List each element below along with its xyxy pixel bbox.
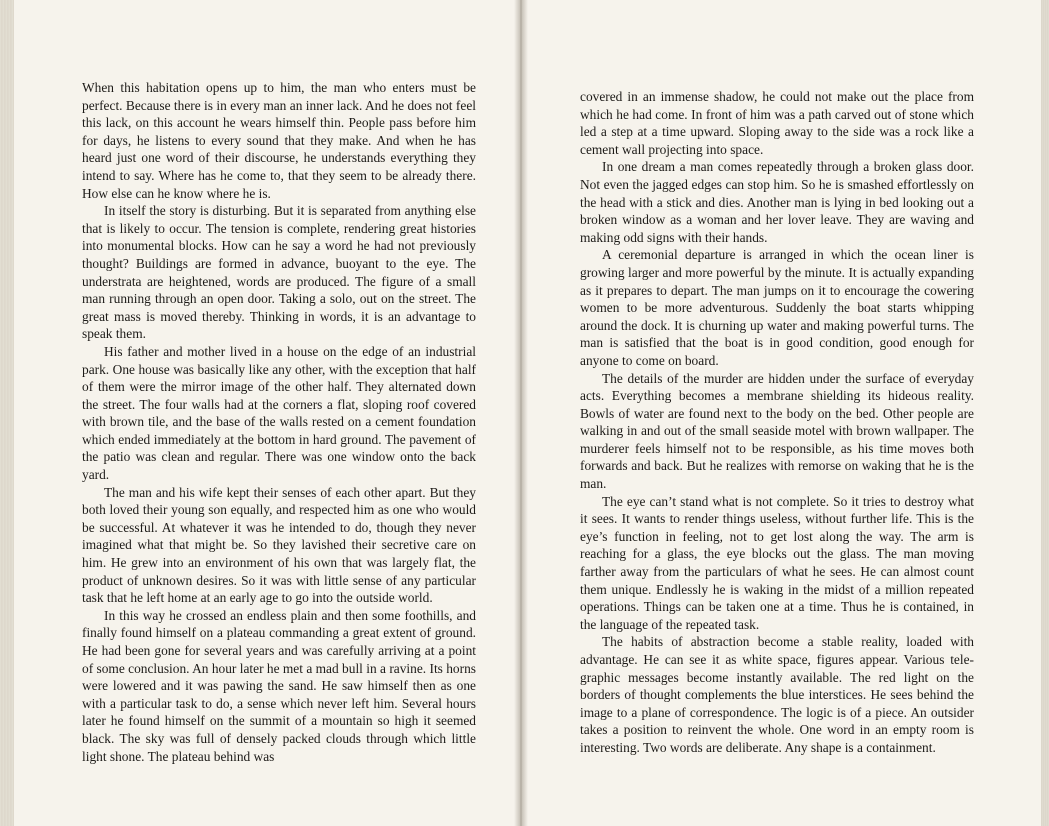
paragraph: When this habitation opens up to him, the man who enters must be perfect. Because there is in every man an inner lack. And he does not feel this lack, on this account he wears himself thin. People pass before him for days, he listens to every sound that they make. And when he has heard just one word of their discourse, he understands everything they intend to say. Where has he come to, that they seem to be already there. How else can he know where he is. — [82, 80, 476, 201]
paragraph: His father and mother lived in a house on the edge of an industrial park. One house was basically like any other, with the exception that half of them were the mirror image of the other half. They alternated down the street. The four walls had at the corners a flat, sloping roof covered with brown tile, and the base of the walls rested on a cement foundation which ended immediately at the bottom in hard ground. The pavement of the patio was clean and regular. There was one window onto the back yard. — [82, 343, 476, 483]
left-page — [14, 0, 520, 826]
right-page-edges — [1041, 0, 1049, 826]
paragraph: In itself the story is disturbing. But it is separated from anything else that is likely to occur. The tension is complete, rendering great histories into monumental blocks. How can he say a word he had not previously thought? Buildings are formed in advance, buoyant to the eye. The understrata are heightened, words are produced. The figure of a small man running through an open door. Taking a solo, out on the street. The great mass is moved thereby. Thinking in words, it is an advantage to speak them. — [82, 203, 476, 342]
paragraph: A ceremonial departure is arranged in which the ocean liner is growing larger and more powerful by the minute. It is actually expanding as it prepares to depart. The man jumps on it to encourage the cowering women to be more adventurous. Suddenly the boat starts whipping around the dock. It is churning up water and making powerful turns. The man is satisfied that the boat is in good condition, good enough for anyone to come on board. — [580, 247, 974, 368]
right-page-text — [580, 88, 974, 757]
left-page-text — [82, 79, 476, 765]
book-gutter — [514, 0, 528, 826]
paragraph: In this way he crossed an endless plain and then some foothills, and finally found himself on a plateau commanding a great extent of ground. He had been gone for several years and was carefully arriving at a point of some conclusion. An hour later he met a mad bull in a ravine. Its horns were lowered and it was pawing the sand. He saw himself then as one with a particular task to do, a sense which never left him. Several hours later he found himself on the summit of a mountain so high it seemed black. The sky was full of densely packed clouds through which little light shone. The plateau behind was — [82, 607, 476, 764]
paragraph: covered in an immense shadow, he could not make out the place from which he had come. In front of him was a path carved out of stone which led a step at a time upward. Sloping away to the side was a rock like a cement wall projecting into space. — [580, 89, 974, 157]
paragraph: The eye can’t stand what is not complete. So it tries to destroy what it sees. It wants to render things useless, without further life. This is the eye’s function in feeling, not to get lost along the way. The arm is reaching for a glass, the eye blocks out the glass. The man moving farther away from the particulars of what he sees. He can almost count them unique. Endlessly he is waking in the midst of a million repeated operations. Things can be taken one at a time. Thus he is contained, in the language of the repeated task. — [580, 493, 974, 632]
left-page-edges — [0, 0, 14, 826]
paragraph: The habits of abstraction become a stable reality, loaded with advantage. He can see it as white space, figures appear. Various telegraphic messages become instantly available. The red light on the borders of thought complements the blue interstices. He sees behind the image to a plane of correspondence. The logic is of a piece. An outsider takes a position to reinvent the whole. One word in an empty room is interesting. Two words are deliberate. Any shape is a containment. — [580, 634, 974, 755]
paragraph: The details of the murder are hidden under the surface of everyday acts. Everything becomes a membrane shielding its hideous reality. Bowls of water are found next to the body on the bed. Other people are walking in and out of the small seaside motel with brown wallpaper. The murderer feels himself not to be responsible, as his time moves both forwards and back. But he realizes with remorse on waking that he is the man. — [580, 370, 974, 492]
paragraph: In one dream a man comes repeatedly through a broken glass door. Not even the jagged edges can stop him. So he is smashed effortlessly on the head with a stick and dies. Another man is lying in bed looking out a broken window as a woman and her lover leave. They are waving and making odd signs with their hands. — [580, 159, 974, 245]
paragraph: The man and his wife kept their senses of each other apart. But they both loved their young son equally, and respected him as one who would be successful. At whatever it was he intended to do, though they never imagined what that might be. So they lavished their secretive care on him. He grew into an environment of his own that was largely flat, the product of unknown desires. So it was with little sense of any particular task that he left home at an early age to go into the outside world. — [82, 484, 476, 606]
right-page — [522, 0, 1041, 826]
